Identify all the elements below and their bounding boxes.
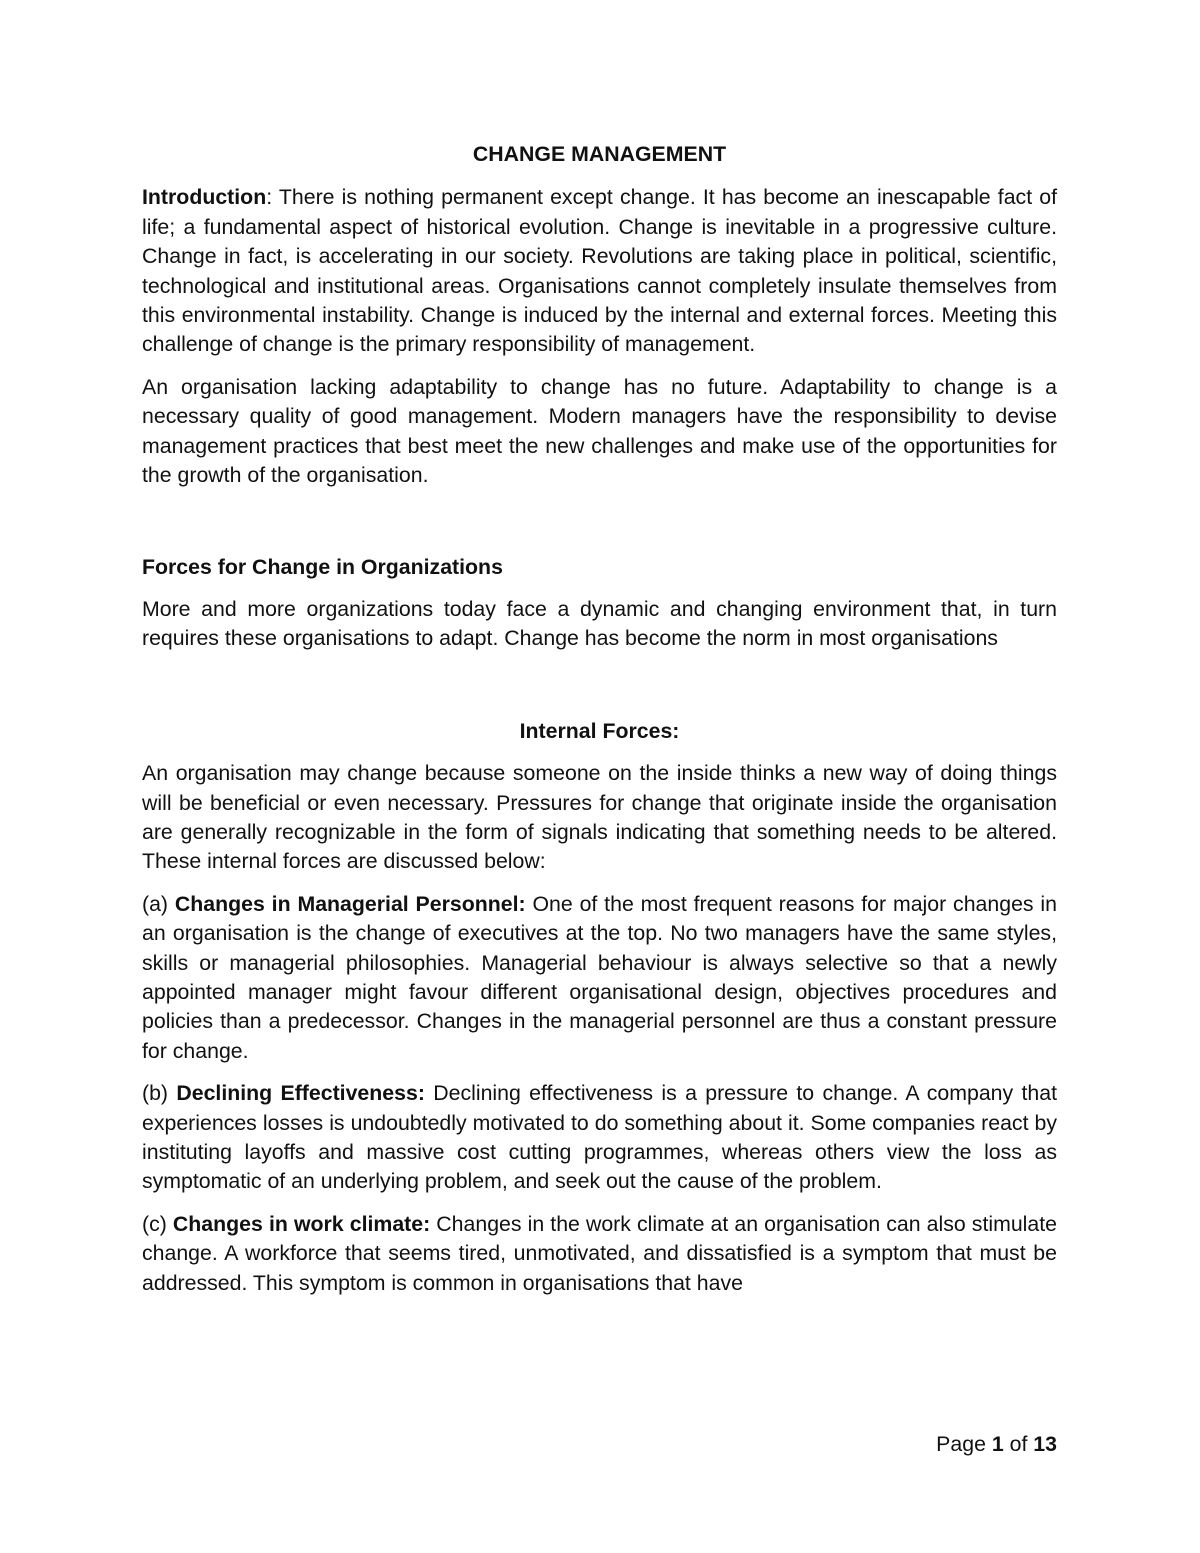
adaptability-paragraph: An organisation lacking adaptability to change has no future. Adaptability to change is a necessary quality of good management. Modern managers have the responsibility to devise management practices that best meet the new challenges and make use of the opportunities for the growth of the organisation. <box>142 374 1057 488</box>
internal-forces-heading: Internal Forces: <box>519 718 680 743</box>
document-page <box>142 140 1057 1311</box>
item-prefix: (b) <box>142 1081 177 1106</box>
internal-forces-paragraph: An organisation may change because someone on the inside thinks a new way of doing things will be beneficial or even necessary. Pressures for change that originate inside the organisation are generally recognizable in the form of signals indicating that something needs to be altered. These internal forces are discussed below: <box>142 761 1057 874</box>
item-text: Changes in the work climate at an organisation can also stimulate change. A workforce that seems tired, unmotivated, and dissatisfied is a symptom that must be addressed. This symptom is common in organisations that have <box>142 1211 1058 1295</box>
item-label: Declining Effectiveness: <box>176 1081 425 1106</box>
total-pages: 13 <box>1033 1432 1057 1456</box>
forces-heading: Forces for Change in Organizations <box>142 555 503 580</box>
intro-text: : There is nothing permanent except change. It has become an inescapable fact of life; a fundamental aspect of historical evolution. Change is inevitable in a progressive culture. Change in fact, is accelerating in our society. Revolutions are taking place in political, scientific, technological and institutional areas. Organisations cannot completely insulate themselves from this environmental instability. Change is induced by the internal and external forces. Meeting this challenge of change is the primary responsibility of management. <box>142 185 1057 357</box>
forces-paragraph: More and more organizations today face a dynamic and changing environment that, in turn requires these organisations to adapt. Change has become the norm in most organisations <box>142 596 1057 651</box>
of-word: of <box>1003 1432 1034 1456</box>
item-label: Changes in work climate: <box>172 1211 431 1236</box>
item-text: Declining effectiveness is a pressure to change. A company that experiences losses is undoubtedly motivated to do something about it. Some companies react by instituting layoffs and massive cost cutting programmes, whereas others view the loss as symptomatic of an underlying problem, and seek out the cause of the problem. <box>142 1081 1057 1194</box>
page-number <box>936 1430 1057 1459</box>
document-title: CHANGE MANAGEMENT <box>472 142 727 166</box>
list-item <box>142 1079 1057 1197</box>
intro-paragraph <box>142 183 1057 359</box>
item-label: Changes in Managerial Personnel: <box>174 891 526 916</box>
page-word: Page <box>936 1432 992 1456</box>
item-text: One of the most frequent reasons for major changes in an organisation is the change of executives at the top. No two managers have the same styles, skills or managerial philosophies. Managerial behaviour is always selective so that a newly appointed manager might favour different organisational design, objectives procedures and policies than a predecessor. Changes in the managerial personnel are thus a constant pressure for change. <box>142 891 1057 1063</box>
item-prefix: (a) <box>142 891 175 916</box>
item-prefix: (c) <box>142 1211 173 1236</box>
current-page: 1 <box>991 1432 1004 1456</box>
list-item <box>142 890 1057 1066</box>
intro-label: Introduction <box>142 185 267 210</box>
list-item <box>142 1210 1057 1298</box>
